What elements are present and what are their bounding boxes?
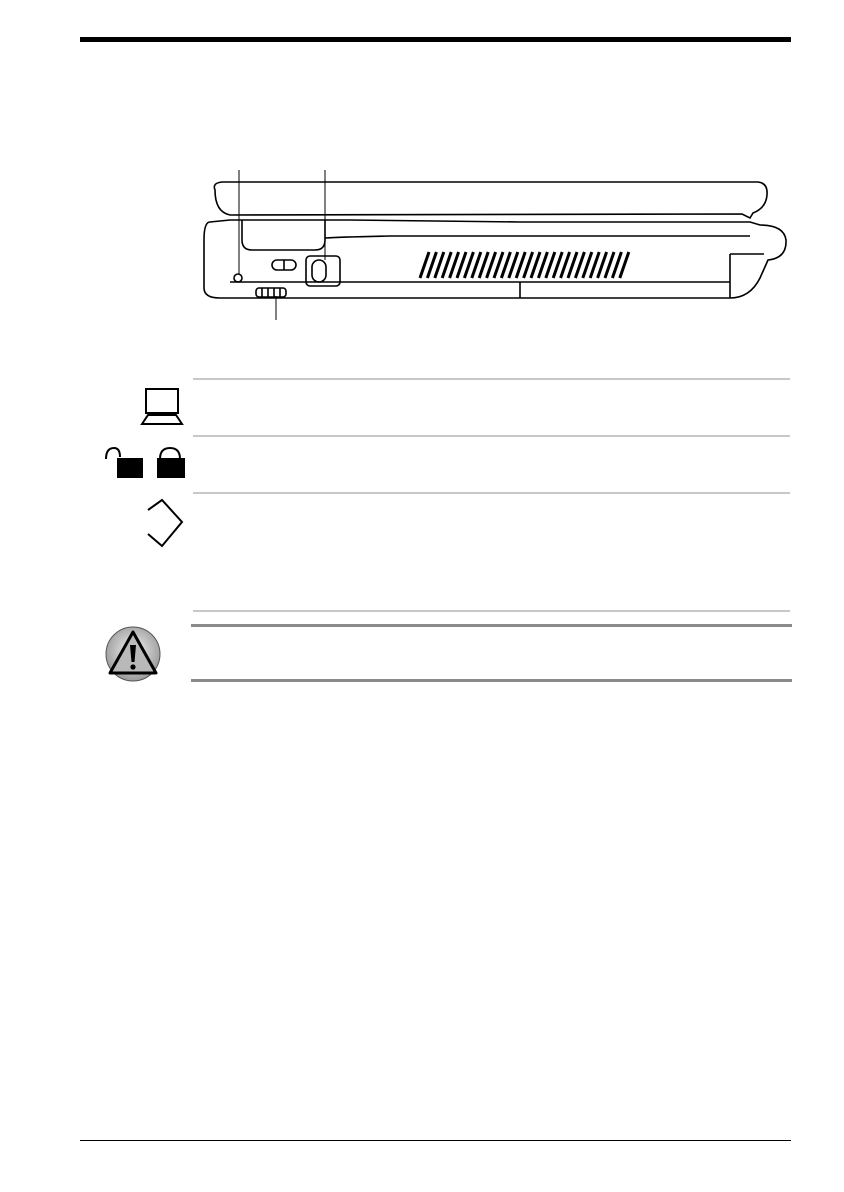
laptop-icon bbox=[140, 386, 186, 428]
header-rule bbox=[80, 37, 791, 42]
row-divider bbox=[193, 378, 790, 380]
caution-bottom-rule bbox=[191, 679, 792, 682]
laptop-left-side-figure bbox=[190, 170, 800, 330]
row-divider bbox=[193, 435, 790, 437]
padlock-open-closed-icon bbox=[102, 443, 190, 483]
footer-rule bbox=[80, 1140, 791, 1141]
caution-triangle-icon bbox=[104, 625, 162, 683]
row-divider bbox=[193, 492, 790, 494]
caution-top-rule bbox=[191, 624, 792, 627]
dc-in-diamond-icon bbox=[144, 498, 186, 550]
row-divider bbox=[193, 610, 790, 612]
